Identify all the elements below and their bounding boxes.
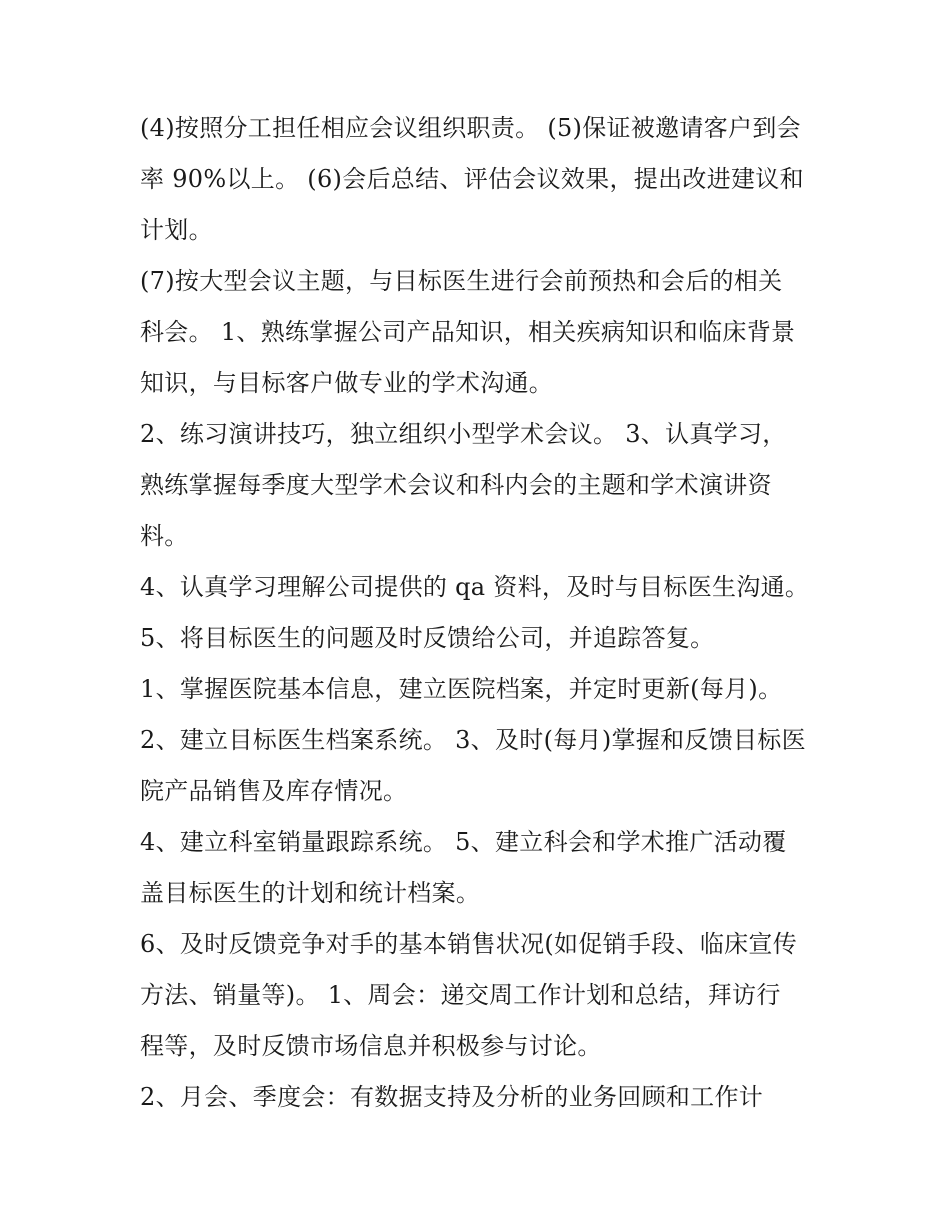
text-line: 料。: [140, 522, 189, 550]
text-line: 计划。: [140, 216, 213, 244]
document-body: [140, 103, 820, 1123]
text-line: 2、月会、季度会：有数据支持及分析的业务回顾和工作计: [140, 1083, 764, 1111]
text-line: 4、认真学习理解公司提供的 qa 资料，及时与目标医生沟通。: [140, 573, 810, 601]
text-line: 2、建立目标医生档案系统。 3、及时(每月)掌握和反馈目标医: [140, 726, 806, 754]
text-line: 5、将目标医生的问题及时反馈给公司，并追踪答复。: [140, 624, 715, 652]
text-line: (4)按照分工担任相应会议组织职责。 (5)保证被邀请客户到会: [140, 114, 801, 142]
text-line: 2、练习演讲技巧，独立组织小型学术会议。 3、认真学习，: [140, 420, 787, 448]
text-line: (7)按大型会议主题，与目标医生进行会前预热和会后的相关: [140, 267, 783, 295]
text-line: 6、及时反馈竞争对手的基本销售状况(如促销手段、临床宣传: [140, 930, 798, 958]
text-line: 科会。 1、熟练掌握公司产品知识，相关疾病知识和临床背景: [140, 318, 796, 346]
text-line: 熟练掌握每季度大型学术会议和科内会的主题和学术演讲资: [140, 471, 772, 499]
text-line: 方法、销量等)。 1、周会：递交周工作计划和总结，拜访行: [140, 981, 781, 1009]
text-line: 率 90%以上。 (6)会后总结、评估会议效果，提出改进建议和: [140, 165, 804, 193]
text-line: 知识，与目标客户做专业的学术沟通。: [140, 369, 554, 397]
text-line: 4、建立科室销量跟踪系统。 5、建立科会和学术推广活动覆: [140, 828, 787, 856]
text-line: 盖目标医生的计划和统计档案。: [140, 879, 481, 907]
text-line: 院产品销售及库存情况。: [140, 777, 408, 805]
text-line: 程等，及时反馈市场信息并积极参与讨论。: [140, 1032, 602, 1060]
text-line: 1、掌握医院基本信息，建立医院档案，并定时更新(每月)。: [140, 675, 783, 703]
